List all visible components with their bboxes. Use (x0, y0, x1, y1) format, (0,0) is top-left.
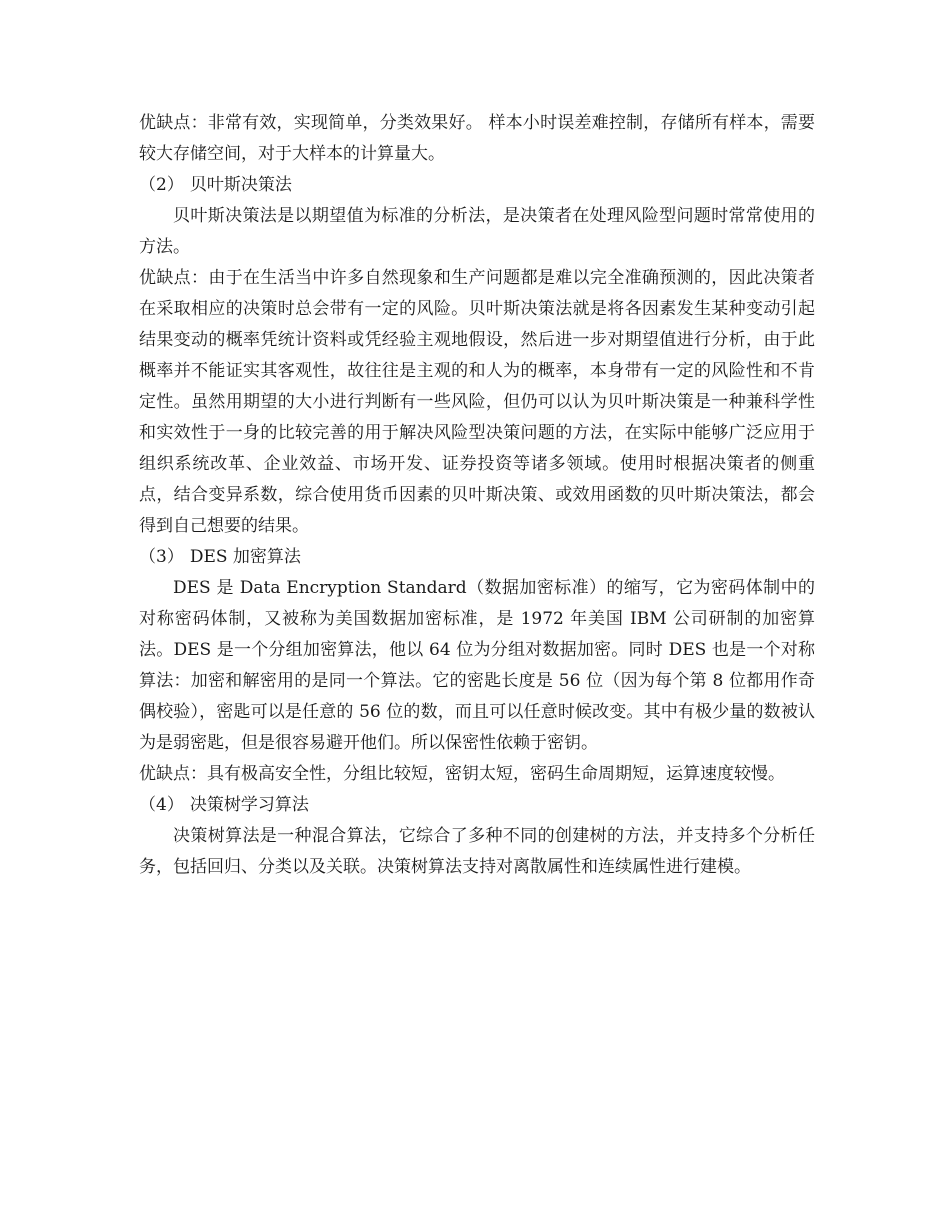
section-title: 贝叶斯决策法 (189, 175, 292, 195)
decision-tree-paragraph: 决策树算法是一种混合算法，它综合了多种不同的创建树的方法，并支持多个分析任务，包括回归、分类以及关联。决策树算法支持对离散属性和连续属性进行建模。 (139, 826, 815, 877)
document-body (139, 108, 815, 883)
section-number: （3） (139, 547, 184, 567)
section-number: （4） (139, 795, 184, 815)
section-heading-decision-tree (139, 790, 815, 821)
section-heading-des (139, 542, 815, 573)
section-title: DES 加密算法 (189, 547, 301, 567)
des-pros-cons-paragraph: 优缺点：具有极高安全性，分组比较短，密钥太短，密码生命周期短，运算速度较慢。 (139, 764, 785, 784)
bayes-intro-paragraph: 贝叶斯决策法是以期望值为标准的分析法，是决策者在处理风险型问题时常常使用的方法。 (139, 206, 815, 257)
section-number: （2） (139, 175, 184, 195)
des-intro-paragraph: DES 是 Data Encryption Standard（数据加密标准）的缩写，它为密码体制中的对称密码体制，又被称为美国数据加密标准，是 1972 年美国 IBM 公司研制的加密算法。DES 是一个分组加密算法，他以 64 位为分组对数据加密。同时 DES 也是一个对称算法：加密和解密用的是同一个算法。它的密匙长度是 56 位（因为每个第 8 位都用作奇偶校验），密匙可以是任意的 56 位的数，而且可以任意时候改变。其中有极少量的数被认为是弱密匙，但是很容易避开他们。所以保密性依赖于密钥。 (139, 578, 815, 753)
section-heading-bayes (139, 170, 815, 201)
section-title: 决策树学习算法 (189, 795, 309, 815)
bayes-pros-cons-paragraph: 优缺点：由于在生活当中许多自然现象和生产问题都是难以完全准确预测的，因此决策者在采取相应的决策时总会带有一定的风险。贝叶斯决策法就是将各因素发生某种变动引起结果变动的概率凭统计资料或凭经验主观地假设，然后进一步对期望值进行分析，由于此概率并不能证实其客观性，故往往是主观的和人为的概率，本身带有一定的风险性和不肯定性。虽然用期望的大小进行判断有一些风险，但仍可以认为贝叶斯决策是一种兼科学性和实效性于一身的比较完善的用于解决风险型决策问题的方法，在实际中能够广泛应用于组织系统改革、企业效益、市场开发、证券投资等诸多领域。使用时根据决策者的侧重点，结合变异系数，综合使用货币因素的贝叶斯决策、或效用函数的贝叶斯决策法，都会得到自己想要的结果。 (139, 268, 815, 536)
knn-pros-cons-paragraph: 优缺点：非常有效，实现简单，分类效果好。 样本小时误差难控制，存储所有样本，需要较大存储空间，对于大样本的计算量大。 (139, 113, 815, 164)
